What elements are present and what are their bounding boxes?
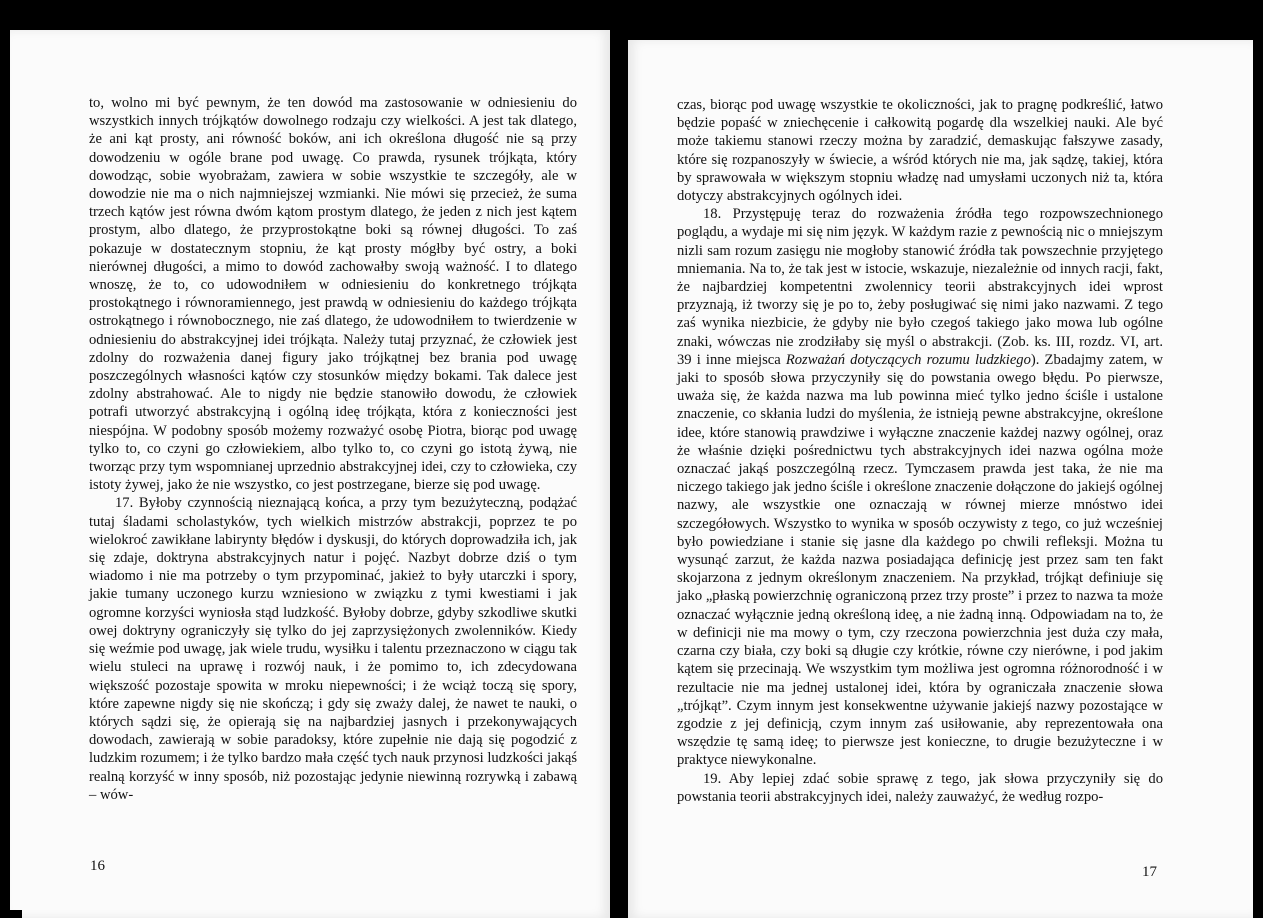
- paragraph: to, wolno mi być pewnym, że ten dowód ma zastosowanie w odniesieniu do wszystkich innych trójkątów dowolnego rodzaju czy wielkości. A jest tak dlatego, że ani kąt prosty, ani równość boków, ani ich określona długość nie są przy dowodzeniu w ogóle brane pod uwagę. Co prawda, rysunek trójkąta, który dowodząc, sobie wyobrażam, zawiera w sobie wszystkie te szczegóły, ale w dowodzie nie ma o nich najmniejszej wzmianki. Nie mówi się przecież, że suma trzech kątów jest równa dwóm kątom prostym dlatego, że jeden z nich jest kątem prostym, albo dlatego, że przyprostokątne boki są równej długości. To zaś pokazuje w dostatecznym stopniu, że kąt prosty mógłby być ostry, a boki nierównej długości, a mimo to dowód zachowałby swoją ważność. I to dlatego wnoszę, że to, co udowodniłem w odniesieniu do konkretnego trójkąta prostokątnego i równoramiennego, jest prawdą w odniesieniu do każdego trójkąta ostrokątnego i równobocznego, nie zaś dlatego, że udowodniłem to twierdzenie w odniesieniu do abstrakcyjnej idei trójkąta. Należy tutaj przyznać, że człowiek jest zdolny do rozważenia danej figury jako trójkątnej bez brania pod uwagę poszczególnych własności kątów czy stosunków między bokami. Tak dalece jest zdolny abstrahować. Ale to nigdy nie będzie stanowiło dowodu, że człowiek potrafi utworzyć abstrakcyjną i ogólną ideę trójkąta, która z konieczności jest niespójna. W podobny sposób możemy rozważyć osobę Piotra, biorąc pod uwagę tylko to, co czyni go człowiekiem, albo tylko to, co czyni go istotą żywą, nie tworząc przy tym wspomnianej uprzednio abstrakcyjnej idei, czy to człowieka, czy istoty żywej, jako że nie wszystko, co jest postrzegane, bierze się pod uwagę.: [89, 95, 577, 494]
- paragraph-text: 18. Przystępuję teraz do rozważenia źródła tego rozpowszechnionego poglądu, a wydaje mi się nim język. W każdym razie z pewnością nic o mniejszym nizli sam rozum zasięgu nie mogłoby stanowić źródła tak powszechnie przyjętego mniemania. Na to, że tak jest w istocie, wskazuje, niezależnie od innych racji, fakt, że najbardziej kompetentni zwolennicy teorii abstrakcyjnych idei wprost przyznają, iż tworzy się je po to, żeby posługiwać się nimi jako nazwami. Z tego zaś wynika niezbicie, że gdyby nie było czegoś takiego jako mowa lub ogólne znaki, wówczas nie zrodziłaby się myśl o abstrakcji. (Zob. ks. III, rozdz. VI, art. 39 i inne miejsca: [677, 206, 1163, 368]
- page-number: 16: [90, 858, 105, 874]
- left-page: [10, 30, 610, 918]
- book-gutter: [610, 0, 628, 918]
- paragraph: 17. Byłoby czynnością nieznającą końca, a przy tym bezużyteczną, podążać tutaj śladami scholastyków, tych wielkich mistrzów abstrakcji, poprzez te po wielokroć zawikłane labirynty błędów i dyskusji, do których doprowadziła ich, jak się zdaje, doktryna abstrakcyjnych natur i pojęć. Nazbyt dobrze dziś o tym wiadomo i nie ma potrzeby o tym przypominać, jakież to były utarczki i spory, jakie tumany uczonego kurzu wzniesiono w związku z tymi kwestiami i jak ogromne korzyści wyniosła stąd ludzkość. Byłoby dobrze, gdyby szkodliwe skutki owej doktryny ograniczyły się tylko do jej zaprzysiężonych zwolenników. Kiedy się weźmie pod uwagę, jak wiele trudu, wysiłku i talentu przeznaczono w ciągu tak wielu stuleci na uprawę i rozwój nauk, i że pomimo to, ich zdecydowana większość pozostaje spowita w mroku niepewności; i że wciąż toczą się spory, które zapewne nigdy się nie skończą; i gdy się zważy dalej, że nawet te nauki, o których sądzi się, że opierają się na najbardziej jasnych i przekonywających dowodach, zawierają w sobie paradoksy, które zupełnie nie dają się pogodzić z ludzkim rozumem; i że tylko bardzo mała część tych nauk przynosi ludzkości jakąś realną korzyść w inny sposób, niż pozostając jedynie niewinną rozrywką i zabawą – wów-: [89, 495, 577, 803]
- page-number: 17: [1142, 864, 1157, 880]
- paragraph-text: czas, biorąc pod uwagę wszystkie te okoliczności, jak to pragnę podkreślić, łatwo będzie popaść w zniechęcenie i całkowitą pogardę dla wszelkiej nauki. Ale być może takiemu stanowi rzeczy można by zaradzić, demaskując fałszywe zasady, które się rozpanoszyły w świecie, a wśród których nie ma, jak sądzę, takiej, która by sprawowała w większym stopniu władzę nad umysłami uczonych niż ta, która dotyczy abstrakcyjnych ogólnych idei.: [677, 97, 1163, 205]
- right-page-text: [677, 96, 1163, 806]
- paragraph: [677, 770, 1163, 806]
- scan-corner-mark: [0, 910, 22, 918]
- paragraph: [677, 96, 1163, 205]
- left-page-text: [89, 94, 577, 804]
- right-page: [628, 40, 1253, 918]
- paragraph: [677, 205, 1163, 769]
- paragraph-text: 19. Aby lepiej zdać sobie sprawę z tego, jak słowa przyczyniły się do powstania teorii abstrakcyjnych idei, należy zauważyć, że według rozpo-: [677, 770, 1163, 805]
- paragraph-text: ). Zbadajmy zatem, w jaki to sposób słowa przyczyniły się do powstania owego błędu. Po pierwsze, uważa się, że każda nazwa ma lub powinna mieć tylko jedno ściśle i ustalone znaczenie, co skłania ludzi do myślenia, że istnieją pewne abstrakcyjne, określone idee, które stanowią prawdziwe i wyłączne znaczenie każdej nazwy ogólnej, oraz że właśnie dzięki pośrednictwu tych abstrakcyjnych idei nazwa ogólna może oznaczać jakąś poszczególną rzecz. Tymczasem prawda jest taka, że nie ma niczego takiego jak jedno ściśle i określone znaczenie dołączone do jakiejś ogólnej nazwy, ale wszystkie one oznaczają w równej mierze mnóstwo idei szczegółowych. Wszystko to wynika w sposób oczywisty z tego, co już wcześniej było powiedziane i stanie się jasne dla każdego po chwili refleksji. Można tu wysunąć zarzut, że każda nazwa posiadająca definicję jest przez sam ten fakt skojarzona z jednym określonym znaczeniem. Na przykład, trójkąt definiuje się jako „płaską powierzchnię ograniczoną przez trzy proste” i przez to nazwa ta może oznaczać wyłącznie jedną określoną ideę, a nie żadną inną. Odpowiadam na to, że w definicji nie ma mowy o tym, czy rzeczona powierzchnia jest duża czy mała, czarna czy biała, czy boki są długie czy krótkie, równe czy nierówne, i pod jakim kątem się przecinają. We wszystkim tym możliwa jest ogromna różnorodność i w rezultacie nie ma jednej ustalonej idei, która by ograniczała znaczenie słowa „trójkąt”. Czym innym jest konsekwentne używanie jakiejś nazwy pozostające w zgodzie z jej definicją, czym innym zaś usiłowanie, aby reprezentowała ona wszędzie tę samą ideę; to pierwsze jest konieczne, to drugie bezużyteczne i w praktyce niewykonalne.: [677, 351, 1163, 769]
- book-title-italic: Rozważań dotyczących rozumu ludzkiego: [785, 351, 1031, 368]
